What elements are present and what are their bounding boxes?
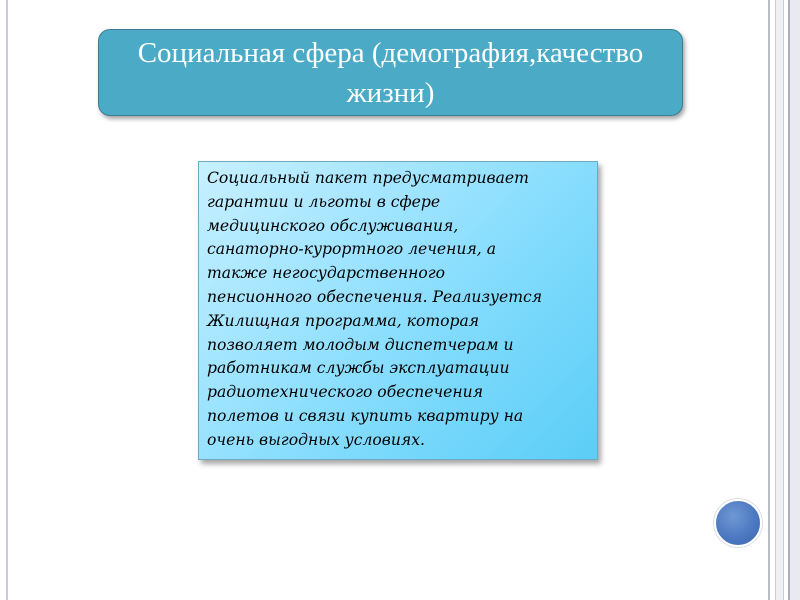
- title-box: [98, 29, 683, 116]
- slide-title: Социальная сфера (демография,качество жизни): [137, 36, 644, 109]
- left-border-line: [6, 0, 8, 600]
- info-text: Социальный пакет предусматривает гарантии и льготы в сфере медицинского обслуживания, санаторно-курортного лечения, а также негосударственного пенсионного обеспечения. Реализуется Жилищная программа, которая позволяет молодым диспетчерам и работникам службы эксплуатации радиотехнического обеспечения полетов и связи купить квартиру на очень выгодных условиях.: [207, 169, 543, 449]
- decorative-circle: [714, 499, 762, 547]
- right-decorative-stripes: [766, 0, 800, 600]
- info-text-box: [198, 161, 598, 460]
